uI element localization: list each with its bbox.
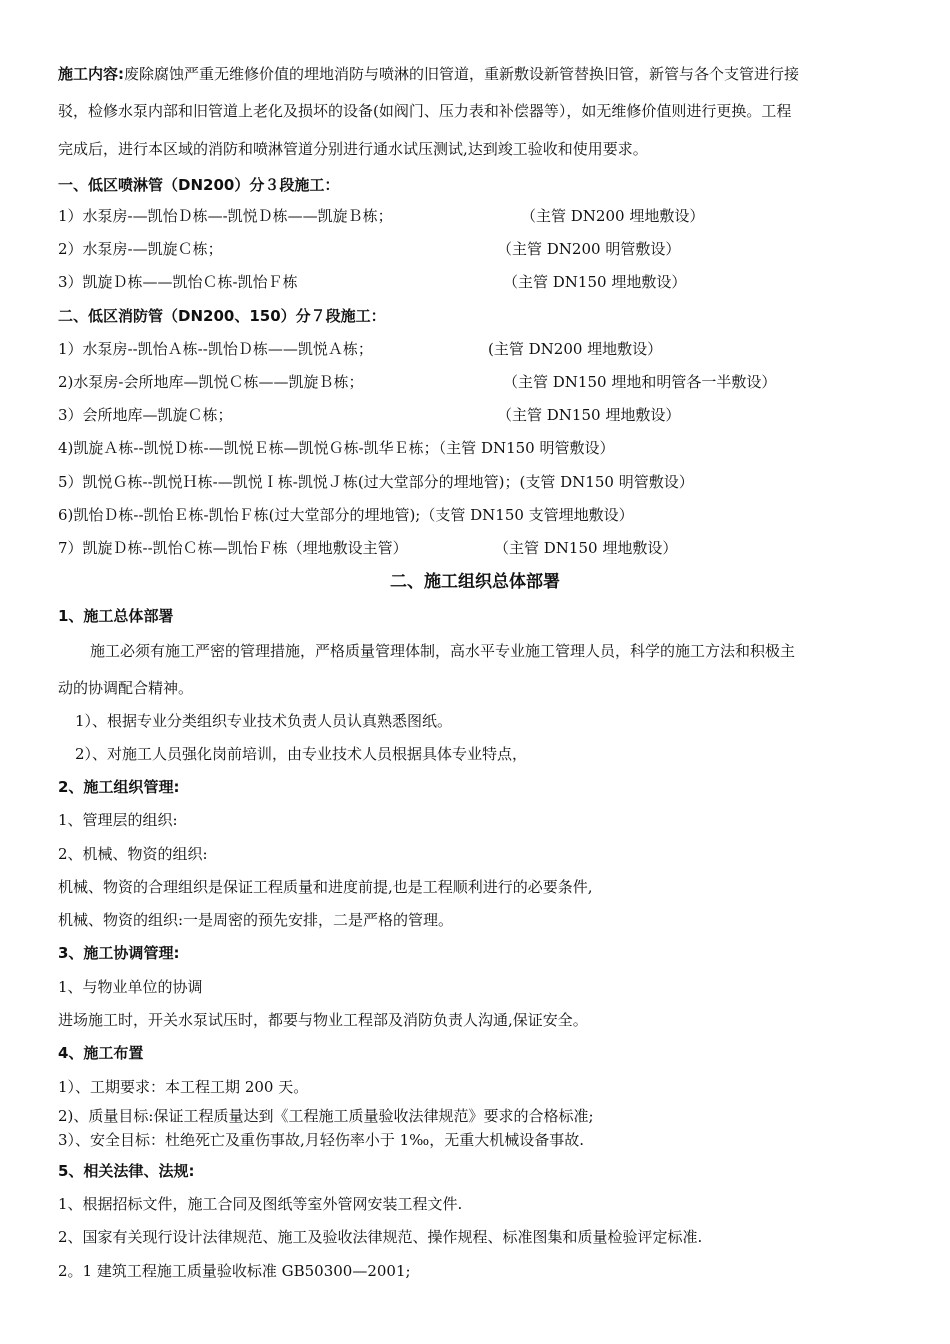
sec2-item-2: 2)水泵房-会所地库—凯悦Ｃ栋——凯旋Ｂ栋； <box>58 373 364 391</box>
s1-item-2: 2）、对施工人员强化岗前培训，由专业技术人员根据具体专业特点， <box>75 745 528 763</box>
s5-title: 5、相关法律、法规: <box>58 1162 195 1180</box>
intro-line-3: 完成后，进行本区域的消防和喷淋管道分别进行通水试压测试,达到竣工验收和使用要求。 <box>58 140 648 158</box>
s5-line-2: 2、国家有关现行设计法律规范、施工及验收法律规范、操作规程、标准图集和质量检验评定标准. <box>58 1228 703 1246</box>
s3-line-2: 进场施工时，开关水泵试压时，都要与物业工程部及消防负责人沟通,保证安全。 <box>58 1011 588 1029</box>
s2-line-3: 机械、物资的合理组织是保证工程质量和进度前提,也是工程顺利进行的必要条件, <box>58 878 593 896</box>
s2-line-4: 机械、物资的组织:一是周密的预先安排，二是严格的管理。 <box>58 911 454 929</box>
sec1-item-2: 2）水泵房-—凯旋Ｃ栋； <box>58 240 223 258</box>
sec2-item-5: 5）凯悦Ｇ栋--凯悦Ｈ栋-—凯悦Ｉ栋-凯悦Ｊ栋(过大堂部分的埋地管)；(支管 DN150 明管敷设） <box>58 473 694 491</box>
chapter-title: 二、施工组织总体部署 <box>390 572 560 592</box>
sec1-item-2-note: （主管 DN200 明管敷设） <box>497 240 681 258</box>
s1-para-2: 动的协调配合精神。 <box>58 679 194 697</box>
sec2-item-6: 6)凯怡Ｄ栋--凯怡Ｅ栋-凯怡Ｆ栋(过大堂部分的埋地管);（支管 DN150 支管埋地敷设） <box>58 506 634 524</box>
sec1-item-1: 1）水泵房-—凯怡Ｄ栋—-凯悦Ｄ栋——凯旋Ｂ栋； <box>58 207 393 225</box>
sec2-item-3: 3）会所地库—凯旋Ｃ栋； <box>58 406 233 424</box>
s5-line-3: 2。1 建筑工程施工质量验收标准 GB50300—2001; <box>58 1262 411 1280</box>
sec1-title: 一、低区喷淋管（DN200）分３段施工： <box>58 176 340 194</box>
s2-line-1: 1、管理层的组织: <box>58 811 178 829</box>
sec2-item-4: 4)凯旋Ａ栋--凯悦Ｄ栋-—凯悦Ｅ栋—凯悦Ｇ栋-凯华Ｅ栋；（主管 DN150 明管敷设） <box>58 439 615 457</box>
s1-para-1: 施工必须有施工严密的管理措施，严格质量管理体制，高水平专业施工管理人员，科学的施工方法和积极主 <box>90 642 796 660</box>
sec2-item-7-note: （主管 DN150 埋地敷设） <box>494 539 678 557</box>
s1-title: 1、施工总体部署 <box>58 607 174 625</box>
intro-label: 施工内容: <box>58 65 124 83</box>
s3-line-1: 1、与物业单位的协调 <box>58 978 203 996</box>
sec1-item-3: 3）凯旋Ｄ栋——凯怡Ｃ栋-凯怡Ｆ栋 <box>58 273 298 291</box>
s4-title: 4、施工布置 <box>58 1044 144 1062</box>
sec1-item-1-note: （主管 DN200 埋地敷设） <box>521 207 705 225</box>
s3-title: 3、施工协调管理: <box>58 944 180 962</box>
sec2-item-2-note: （主管 DN150 埋地和明管各一半敷设） <box>503 373 777 391</box>
intro-line-2: 驳，检修水泵内部和旧管道上老化及损坏的设备(如阀门、压力表和补偿器等），如无维修价值则进行更换。工程 <box>58 102 792 120</box>
s2-line-2: 2、机械、物资的组织: <box>58 845 208 863</box>
intro-line-1: 施工内容:废除腐蚀严重无维修价值的埋地消防与喷淋的旧管道，重新敷设新管替换旧管，新管与各个支管进行接 <box>58 65 800 83</box>
s2-title: 2、施工组织管理: <box>58 778 180 796</box>
sec2-item-1: 1）水泵房--凯怡Ａ栋--凯怡Ｄ栋——凯悦Ａ栋； <box>58 340 373 358</box>
sec2-item-3-note: （主管 DN150 埋地敷设） <box>497 406 681 424</box>
s4-line-1: 1）、工期要求：本工程工期 200 天。 <box>58 1078 309 1096</box>
sec1-item-3-note: （主管 DN150 埋地敷设） <box>503 273 687 291</box>
s4-line-3: 3）、安全目标：杜绝死亡及重伤事故,月轻伤率小于 1‰，无重大机械设备事故. <box>58 1131 585 1149</box>
s1-item-1: 1）、根据专业分类组织专业技术负责人员认真熟悉图纸。 <box>75 712 453 730</box>
s4-line-2: 2)、质量目标:保证工程质量达到《工程施工质量验收法律规范》要求的合格标准; <box>58 1107 594 1125</box>
sec2-item-1-note: (主管 DN200 埋地敷设） <box>488 340 663 358</box>
sec2-title: 二、低区消防管（DN200、150）分７段施工： <box>58 307 386 325</box>
sec2-item-7: 7）凯旋Ｄ栋--凯怡Ｃ栋—凯怡Ｆ栋（埋地敷设主管） <box>58 539 408 557</box>
s5-line-1: 1、根据招标文件，施工合同及图纸等室外管网安装工程文件. <box>58 1195 463 1213</box>
